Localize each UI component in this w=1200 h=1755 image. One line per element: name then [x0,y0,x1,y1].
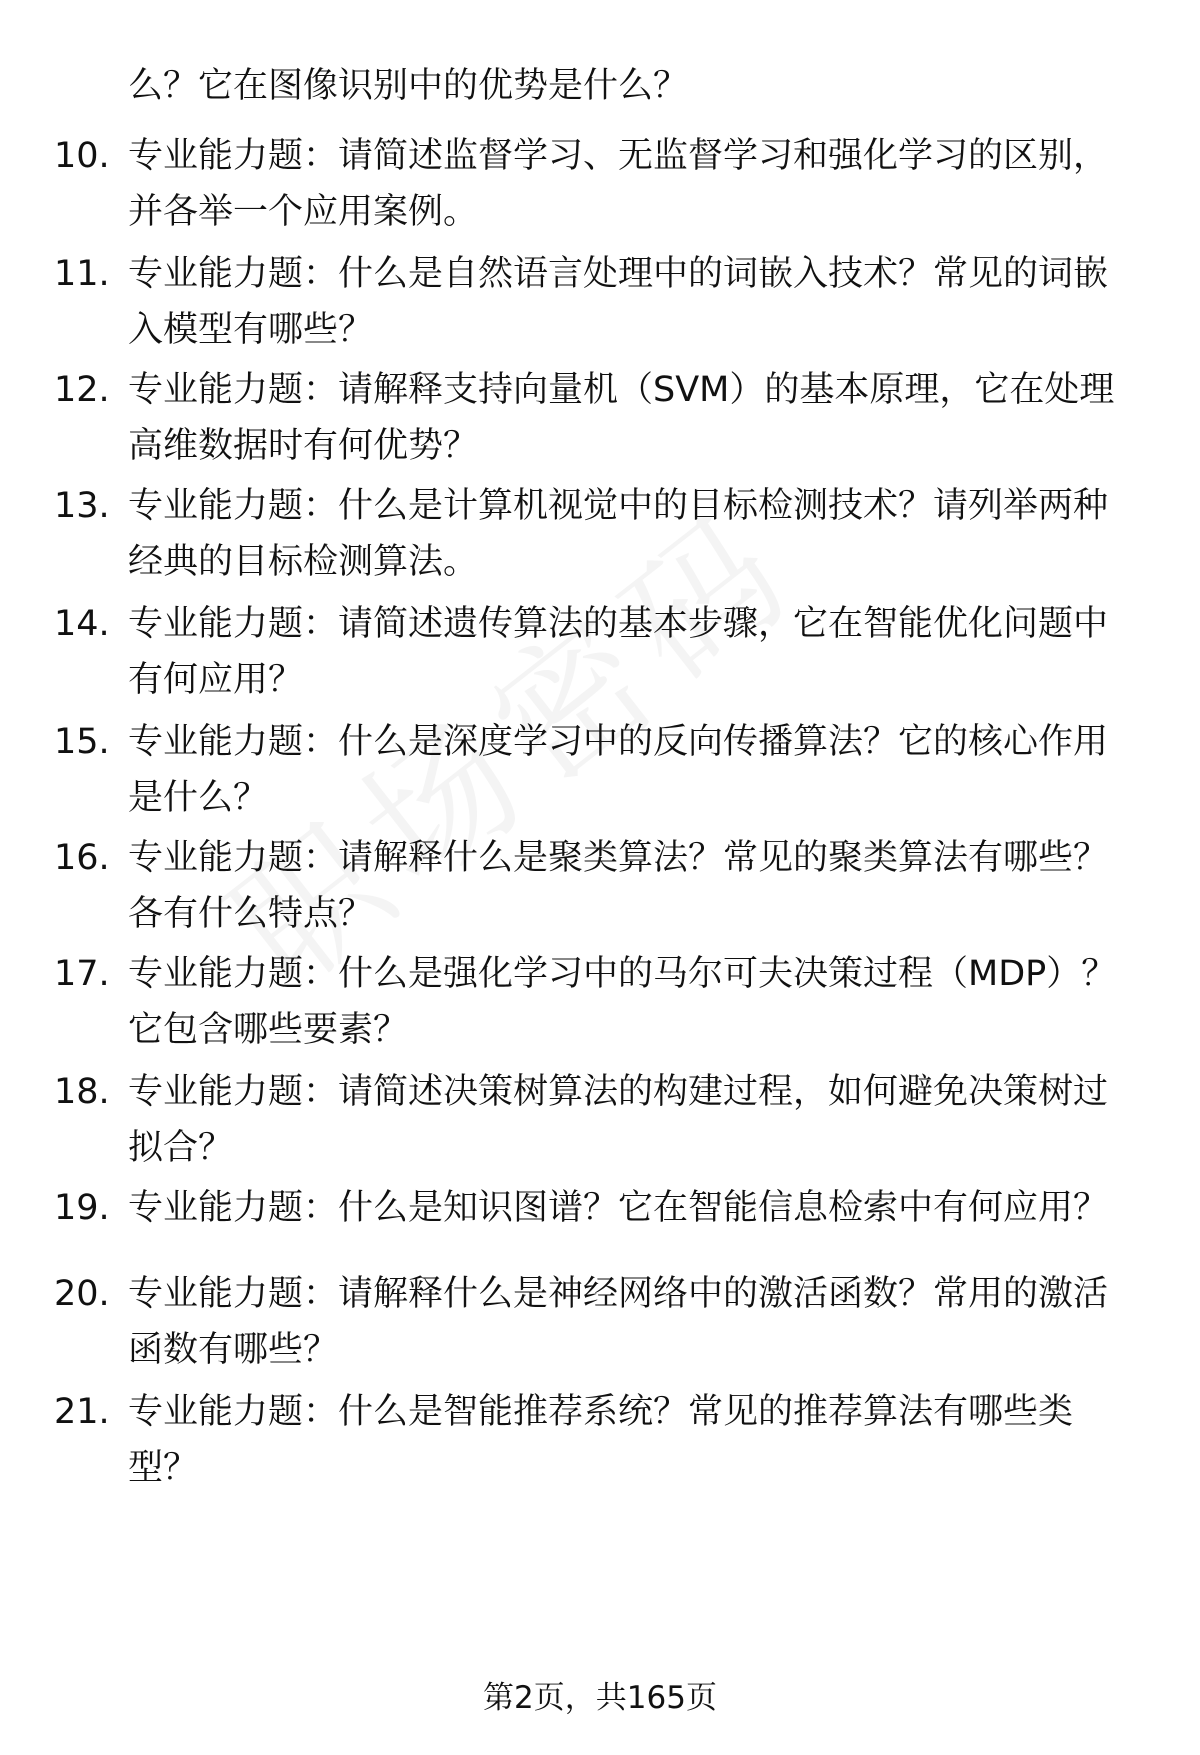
question-line: 函数有哪些？ [128,1330,339,1370]
question-line: 高维数据时有何优势？ [128,426,479,466]
continuation-line: 么？它在图像识别中的优势是什么？ [128,66,689,106]
question-line: 专业能力题：请简述监督学习、无监督学习和强化学习的区别， [128,136,1109,176]
question-number: 16. [54,838,110,878]
question-line: 专业能力题：什么是计算机视觉中的目标检测技术？请列举两种 [128,486,1109,526]
question-line: 专业能力题：什么是深度学习中的反向传播算法？它的核心作用 [128,722,1109,762]
question-line: 专业能力题：什么是强化学习中的马尔可夫决策过程（MDP）？ [128,954,1117,994]
question-line: 专业能力题：什么是自然语言处理中的词嵌入技术？常见的词嵌 [128,254,1109,294]
question-text [128,1180,1108,1236]
question-line: 各有什么特点？ [128,894,374,934]
question-line: 专业能力题：请简述决策树算法的构建过程，如何避免决策树过 [128,1072,1109,1112]
question-line: 是什么？ [128,778,269,818]
question-number: 14. [54,604,110,644]
question-number: 20. [54,1274,110,1314]
question-line: 专业能力题：什么是智能推荐系统？常见的推荐算法有哪些类 [128,1392,1074,1432]
question-number: 13. [54,486,110,526]
page-footer: 第2页，共165页 [483,1680,717,1716]
question-text [128,1266,1108,1378]
question-line: 经典的目标检测算法。 [128,542,479,582]
question-line: 入模型有哪些？ [128,310,374,350]
question-number: 19. [54,1188,110,1228]
question-text [128,946,1116,1058]
question-line: 拟合？ [128,1128,234,1168]
question-text [128,362,1114,474]
question-number: 12. [54,370,110,410]
question-number: 18. [54,1072,110,1112]
question-line: 专业能力题：请简述遗传算法的基本步骤，它在智能优化问题中 [128,604,1109,644]
question-line: 专业能力题：什么是知识图谱？它在智能信息检索中有何应用？ [128,1188,1109,1228]
question-number: 21. [54,1392,110,1432]
question-text [128,478,1108,590]
question-number: 15. [54,722,110,762]
question-text [128,1384,1073,1496]
question-line: 型？ [128,1448,199,1488]
question-line: 有何应用？ [128,660,304,700]
question-number: 17. [54,954,110,994]
question-line: 专业能力题：请解释支持向量机（SVM）的基本原理，它在处理 [128,370,1115,410]
question-line: 专业能力题：请解释什么是聚类算法？常见的聚类算法有哪些？ [128,838,1109,878]
question-text [128,1064,1108,1176]
question-number: 10. [54,136,110,176]
question-line: 专业能力题：请解释什么是神经网络中的激活函数？常用的激活 [128,1274,1109,1314]
question-line: 它包含哪些要素？ [128,1010,409,1050]
question-text [128,128,1108,240]
question-text [128,830,1108,942]
question-number: 11. [54,254,110,294]
question-text [128,596,1108,708]
question-line: 并各举一个应用案例。 [128,192,479,232]
question-text [128,714,1108,826]
question-text [128,246,1108,358]
